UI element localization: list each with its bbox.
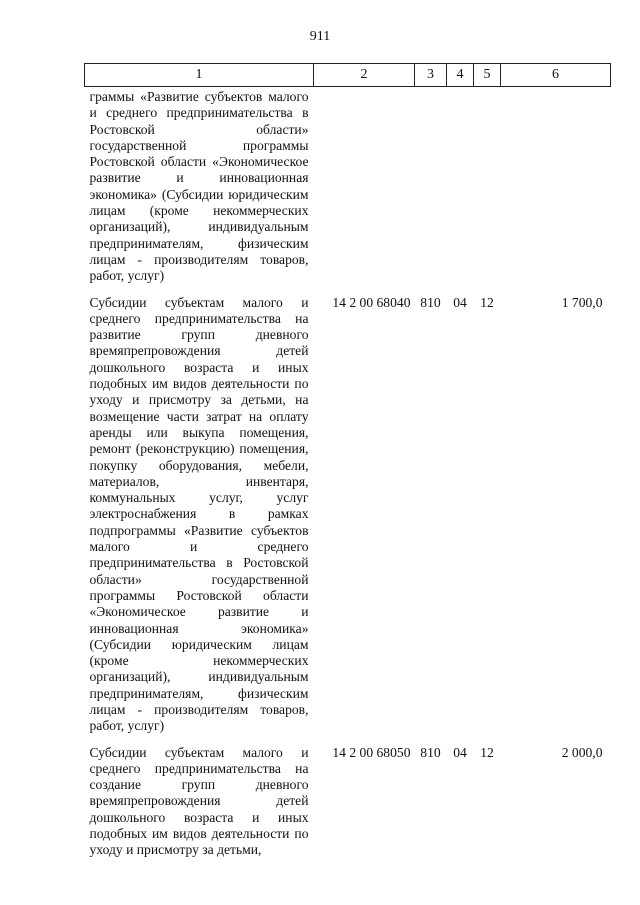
header-col-5: 5 — [474, 64, 501, 87]
row-expense-type — [415, 87, 447, 293]
row-section: 04 — [453, 294, 467, 310]
table-row — [85, 743, 611, 867]
row-expense-type: 810 — [420, 744, 441, 760]
row-section — [447, 87, 474, 293]
table-body — [85, 87, 611, 867]
row-amount — [501, 87, 611, 293]
table-row — [85, 293, 611, 743]
row-amount: 1 700,0 — [561, 294, 603, 310]
header-col-6: 6 — [501, 64, 611, 87]
header-col-4: 4 — [447, 64, 474, 87]
table-header — [85, 64, 611, 87]
page-number: 911 — [309, 29, 331, 44]
row-amount: 2 000,0 — [561, 744, 603, 760]
row-target-code: 14 2 00 68050 — [332, 744, 411, 760]
table-row — [85, 87, 611, 293]
row-subsection: 12 — [480, 294, 494, 310]
row-description: Субсидии субъектам малого и среднего предпринимательства на развитие групп дневного времяпрепровождения детей дошкольного возраста и иных подобных им видов деятельности по уходу и присмотру за детьми, на возмещение части затрат на оплату аренды или выкупа помещения, ремонт (реконструкцию) помещения, покупку оборудования, мебели, материалов, инвентаря, коммунальных услуг, услуг электроснабжения в рамках подпрограммы «Развитие субъектов малого и среднего предпринимательства в Ростовской области» государственной программы Ростовской области «Экономическое развитие и инновационная экономика» (Субсидии юридическим лицам (кроме некоммерческих организаций), индивидуальным предпринимателям, физическим лицам - производителям товаров, работ, услуг) — [89, 294, 309, 734]
row-description: граммы «Развитие субъектов малого и среднего предпринимательства в Ростовской области» государственной программы Ростовской области «Экономическое развитие и инновационная экономика» (Субсидии юридическим лицам (кроме некоммерческих организаций), индивидуальным предпринимателям, физическим лицам - производителям товаров, работ, услуг) — [89, 89, 309, 284]
row-target-code — [314, 87, 415, 293]
header-col-1: 1 — [85, 64, 314, 87]
row-subsection — [474, 87, 501, 293]
row-expense-type: 810 — [420, 294, 441, 310]
row-subsection: 12 — [480, 744, 494, 760]
row-description: Субсидии субъектам малого и среднего предпринимательства на создание групп дневного времяпрепровождения детей дошкольного возраста и иных подобных им видов деятельности по уходу и присмотру за детьми, — [89, 744, 309, 858]
header-row — [85, 64, 611, 87]
row-target-code: 14 2 00 68040 — [332, 294, 411, 310]
header-col-2: 2 — [314, 64, 415, 87]
budget-table — [84, 63, 611, 867]
row-section: 04 — [453, 744, 467, 760]
header-col-3: 3 — [415, 64, 447, 87]
